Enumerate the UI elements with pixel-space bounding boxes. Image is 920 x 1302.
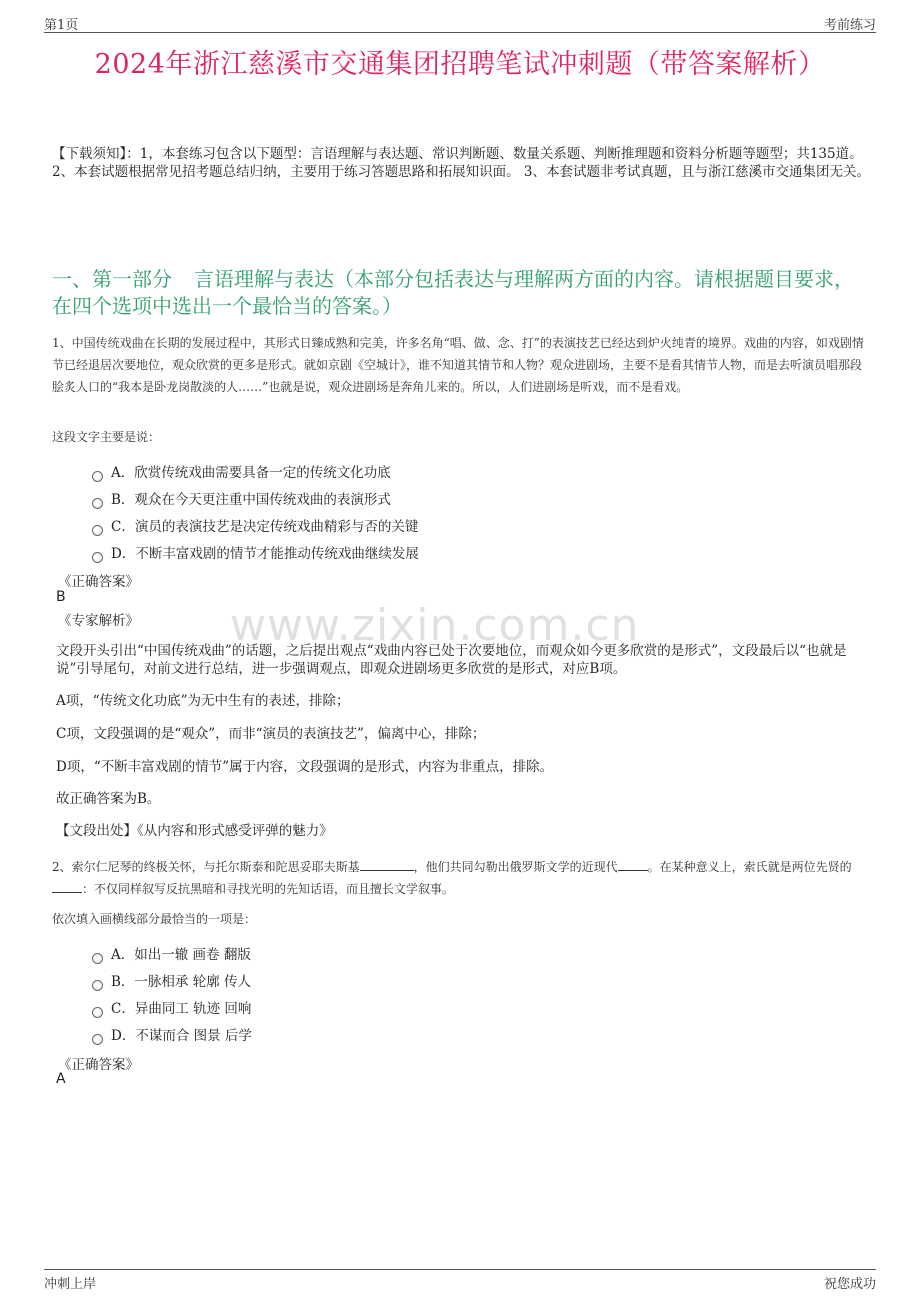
question-2-text: 2、索尔仁尼琴的终极关怀，与托尔斯泰和陀思妥耶夫斯基 ，他们共同勾勒出俄罗斯文学的近现代 。在某种意义上，索氏就是两位先贤的：不仅同样叙写反抗黑暗和寻找光明的先知话语，而且擅长文学叙事。 [52, 860, 852, 896]
radio-button-icon[interactable] [92, 525, 103, 536]
q2-option-b[interactable]: B．一脉相承 轮廓 传人 [92, 970, 251, 990]
radio-button-icon[interactable] [92, 980, 103, 991]
q1-option-c[interactable]: C．演员的表演技艺是决定传统戏曲精彩与否的关键 [92, 515, 418, 535]
q1-analysis-para: C项，文段强调的是“观众”，而非“演员的表演技艺”，偏离中心，排除； [56, 726, 486, 742]
q2-option-c[interactable]: C．异曲同工 轨迹 回响 [92, 997, 251, 1017]
footer-left: 冲刺上岸 [44, 1277, 97, 1292]
footer-rule [44, 1269, 876, 1270]
watermark: www.zixin.com.cn [230, 600, 640, 651]
radio-button-icon[interactable] [92, 953, 103, 964]
q1-source: 【文段出处】《从内容和形式感受评弹的魅力》 [56, 823, 333, 839]
q1-analysis-label: 《专家解析》 [58, 613, 139, 629]
fill-blank [52, 880, 82, 893]
section-part: 一、第一部分 [52, 267, 172, 291]
question-2-ask: 依次填入画横线部分最恰当的一项是： [52, 912, 257, 926]
radio-button-icon[interactable] [92, 471, 103, 482]
q1-analysis-para: 文段开头引出“中国传统戏曲”的话题，之后提出观点“戏曲内容已处于次要地位，而观众如今更多欣赏的是形式”，文段最后以“也就是说”引导尾句，对前文进行总结，进一步强调观点，即观众进剧场更多欣赏的是形式，对应B项。 [56, 643, 847, 677]
download-notice: 【下载须知】：1，本套练习包含以下题型：言语理解与表达题、常识判断题、数量关系题、判断推理题和资料分析题等题型；共135道。 2、本套试题根据常见招考题总结归纳，主要用于练习答题思路和拓展知识面。 3、本套试题非考试真题，且与浙江慈溪市交通集团无关。 [52, 146, 870, 180]
question-1-text: 1、中国传统戏曲在长期的发展过程中，其形式日臻成熟和完美，许多名角“唱、做、念、打”的表演技艺已经达到炉火纯青的境界。戏曲的内容，如戏剧情节已经退居次要地位，观众欣赏的更多是形式。就如京剧《空城计》，谁不知道其情节和人物？观众进剧场，主要不是看其情节人物，而是去听演员唱那段脍炙人口的“我本是卧龙岗散淡的人……”也就是说，观众进剧场是奔角儿来的。所以，人们进剧场是听戏，而不是看戏。 [52, 336, 864, 394]
header-tag: 考前练习 [823, 18, 876, 33]
q1-analysis-para: A项，“传统文化功底”为无中生有的表述，排除； [56, 693, 350, 709]
q1-option-b[interactable]: B．观众在今天更注重中国传统戏曲的表演形式 [92, 488, 391, 508]
q1-answer-label: 《正确答案》 [58, 574, 139, 590]
radio-button-icon[interactable] [92, 498, 103, 509]
q2-option-d[interactable]: D．不谋而合 图景 后学 [92, 1024, 252, 1044]
fill-blank [360, 858, 414, 871]
q2-answer: A [56, 1071, 66, 1087]
footer-right: 祝您成功 [823, 1277, 876, 1292]
q1-analysis-para: 故正确答案为B。 [56, 791, 161, 807]
radio-button-icon[interactable] [92, 1034, 103, 1045]
q2-answer-label: 《正确答案》 [58, 1057, 139, 1073]
header-rule [44, 32, 876, 33]
page-title: 2024年浙江慈溪市交通集团招聘笔试冲刺题（带答案解析） [94, 49, 826, 80]
q1-analysis-para: D项，“不断丰富戏剧的情节”属于内容，文段强调的是形式，内容为非重点，排除。 [56, 759, 554, 775]
fill-blank [618, 858, 648, 871]
section-heading [52, 266, 864, 320]
q1-answer: B [56, 589, 66, 605]
radio-button-icon[interactable] [92, 1007, 103, 1018]
q1-option-d[interactable]: D．不断丰富戏剧的情节才能推动传统戏曲继续发展 [92, 542, 419, 562]
section-text: 言语理解与表达（本部分包括表达与理解两方面的内容。请根据题目要求，在四个选项中选出一个最恰当的答案。） [52, 267, 854, 318]
radio-button-icon[interactable] [92, 552, 103, 563]
q1-option-a[interactable]: A．欣赏传统戏曲需要具备一定的传统文化功底 [92, 461, 391, 481]
question-1-ask: 这段文字主要是说： [52, 430, 161, 444]
q2-option-a[interactable]: A．如出一辙 画卷 翻版 [92, 943, 251, 963]
page-number: 第1页 [44, 18, 79, 33]
